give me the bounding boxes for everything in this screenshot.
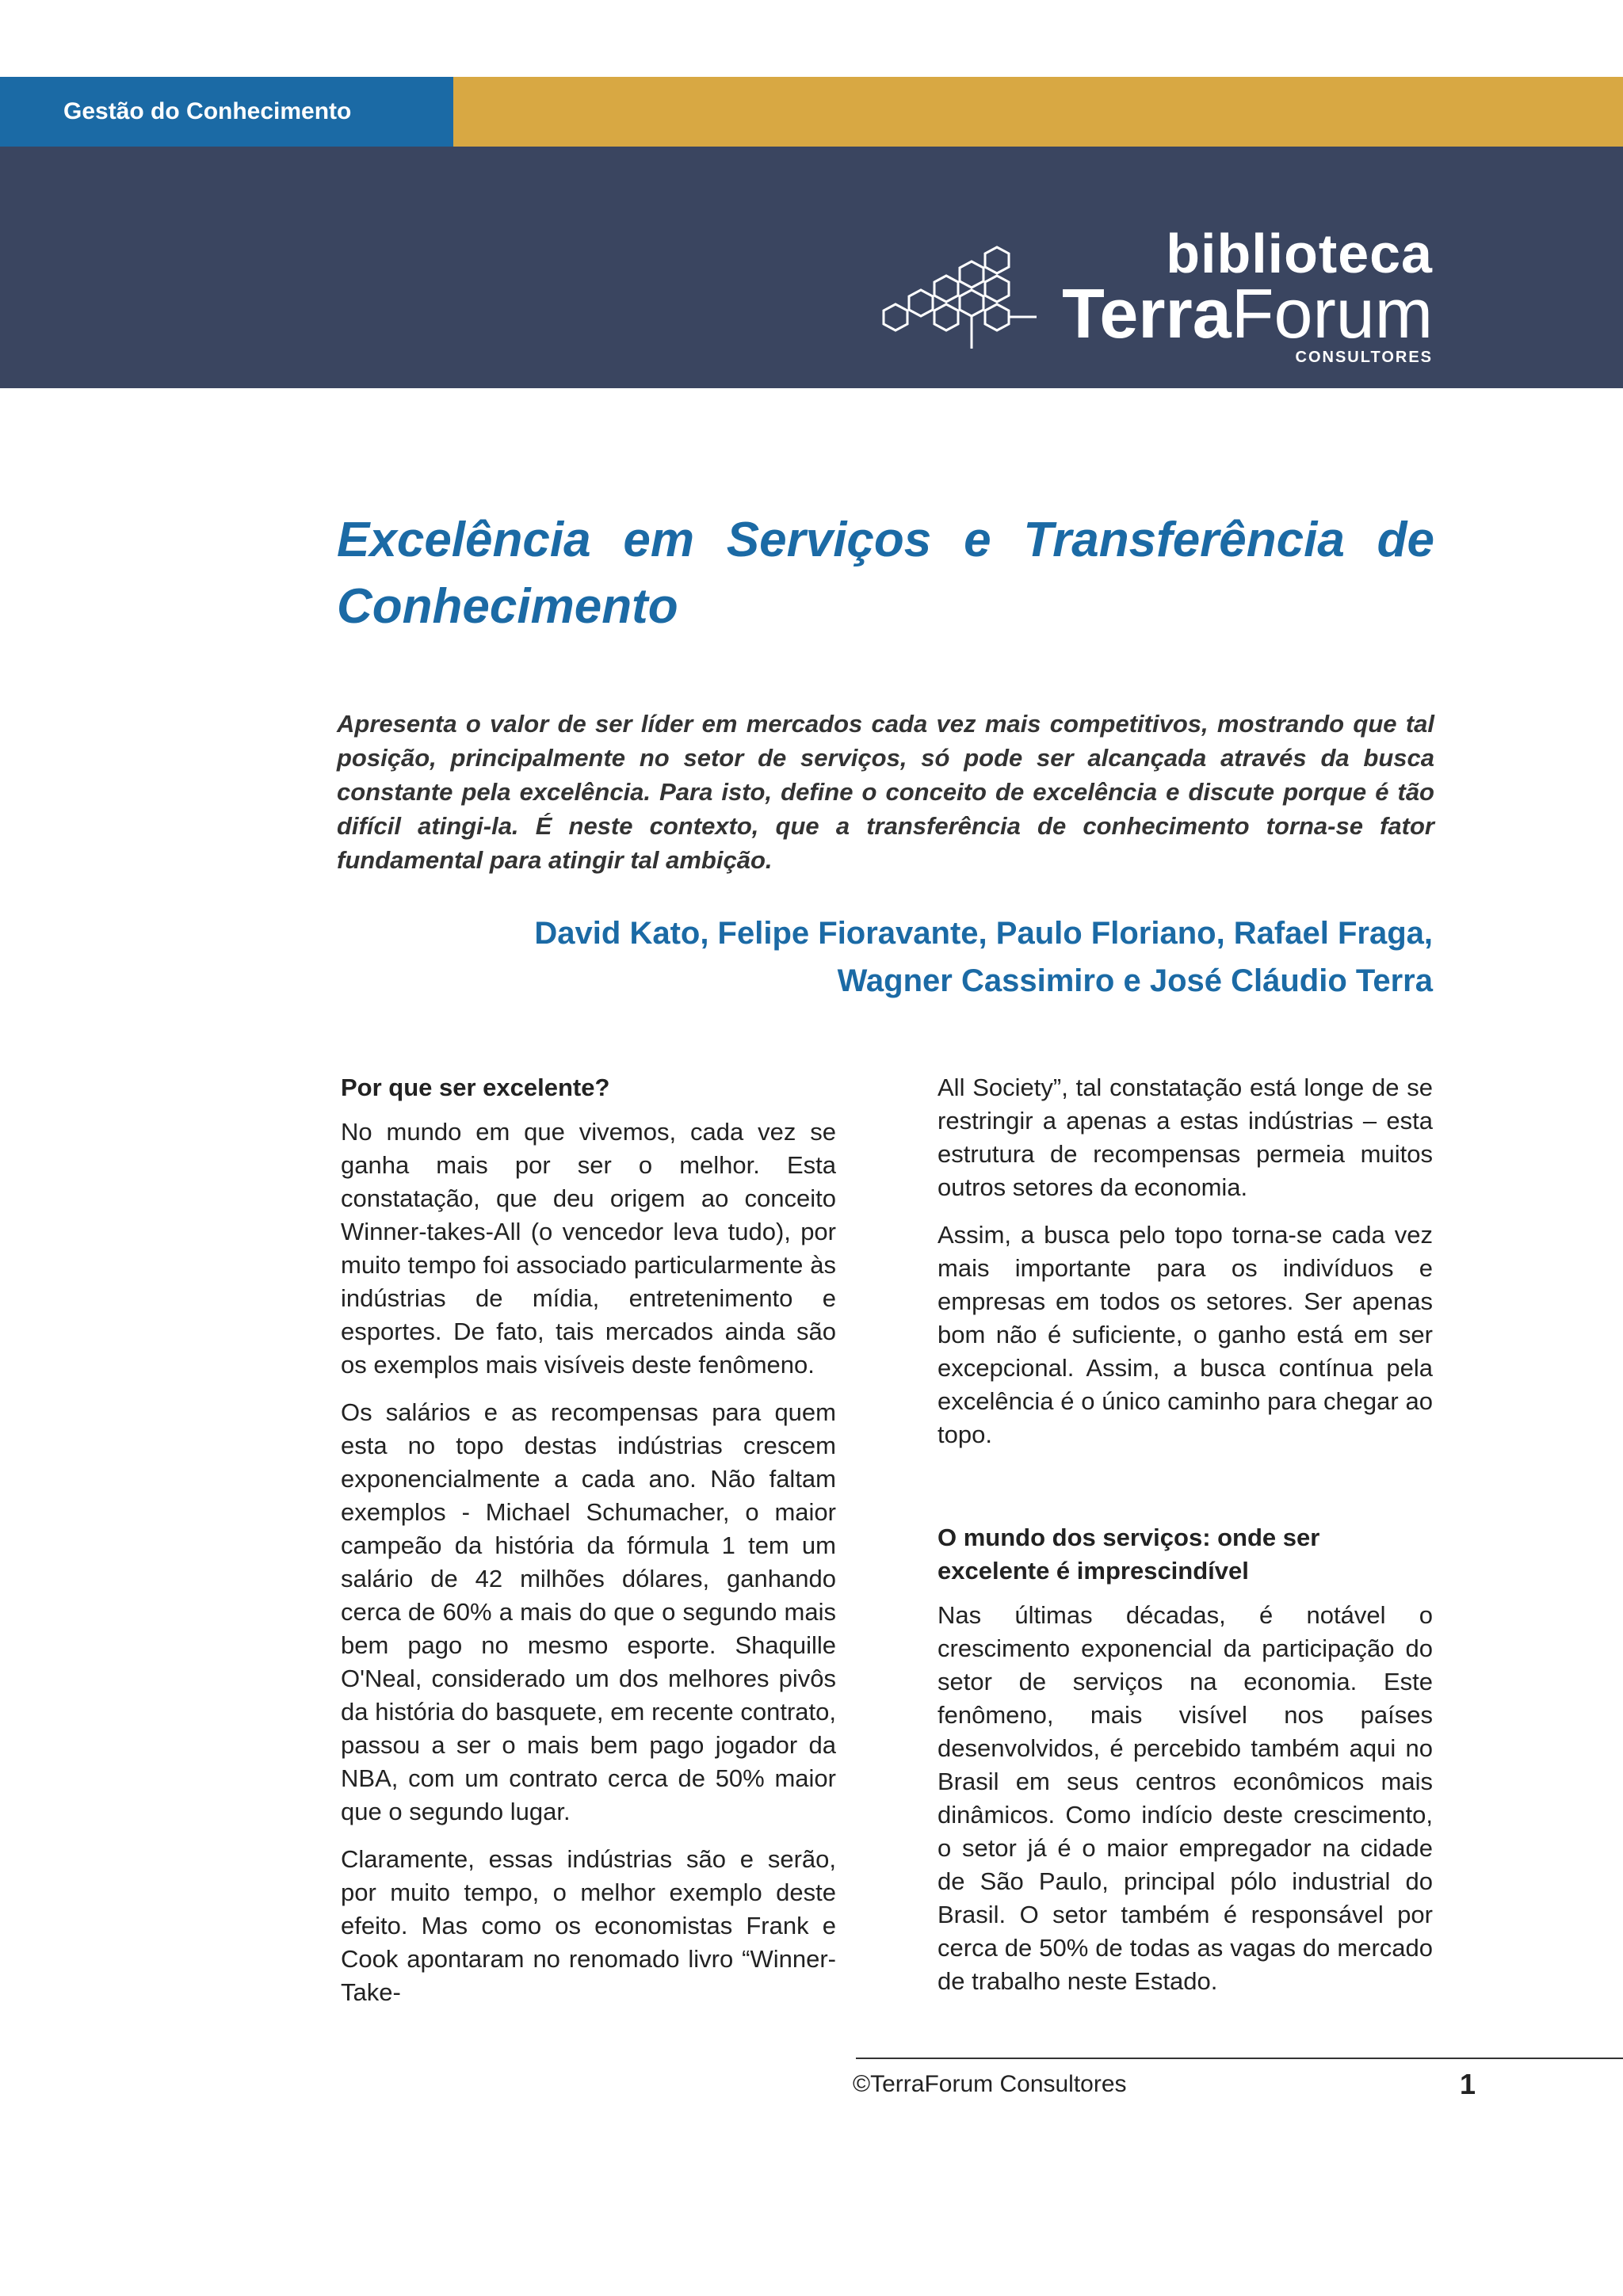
section-label: Gestão do Conhecimento: [0, 77, 453, 147]
logo-consultores: CONSULTORES: [1295, 349, 1433, 366]
logo-forum: Forum: [1231, 274, 1433, 353]
footer-divider: [856, 2058, 1623, 2059]
page-number: 1: [1460, 2068, 1476, 2100]
paragraph: Nas últimas décadas, é notável o crescimento exponencial da participação do setor de serviços na economia. Este fenômeno, mais visível nos países desenvolvidos, é percebido também aqui no Brasil em seus centros econômicos mais dinâmicos. Como indício deste crescimento, o setor já é o maior empregador na cidade de São Paulo, principal pólo industrial do Brasil. O setor também é responsável por cerca de 50% de todas as vagas do mercado de trabalho neste Estado.: [938, 1601, 1433, 1995]
authors-line-1: David Kato, Felipe Fioravante, Paulo Floriano, Rafael Fraga,: [534, 916, 1433, 951]
article-abstract: Apresenta o valor de ser líder em mercados cada vez mais competitivos, mostrando que tal posição, principalmente no setor de serviços, só pode ser alcançada através da busca constante pela excelência. Para isto, define o conceito de excelência e discute porque é tão difícil atingi-la. É neste contexto, que a transferência de conhecimento torna-se fator fundamental para atingir tal ambição.: [337, 710, 1434, 874]
hexagon-logo-icon: [878, 238, 1060, 364]
header-banner: [0, 147, 1623, 388]
article-title: Excelência em Serviços e Transferência de Conhecimento: [337, 513, 1434, 634]
section-heading-services: O mundo dos serviços: onde ser excelente é imprescindível: [938, 1524, 1320, 1585]
footer-copyright: ©TerraForum Consultores: [853, 2071, 1127, 2097]
terraforum-logo: [878, 222, 1433, 380]
paragraph: No mundo em que vivemos, cada vez se ganha mais por ser o melhor. Esta constatação, que deu origem ao conceito Winner-takes-All (o vencedor leva tudo), por muito tempo foi associado particularmente às indústrias de mídia, entretenimento e esportes. De fato, tais mercados ainda são os exemplos mais visíveis deste fenômeno.: [341, 1118, 836, 1379]
logo-biblioteca: biblioteca: [1166, 223, 1433, 284]
paragraph: Os salários e as recompensas para quem esta no topo destas indústrias crescem exponencialmente a cada ano. Não faltam exemplos - Michael Schumacher, o maior campeão da história da fórmula 1 tem um salário de 42 milhões dólares, ganhando cerca de 60% a mais do que o segundo mais bem pago no mesmo esporte. Shaquille O'Neal, considerado um dos melhores pivôs da história do basquete, em recente contrato, passou a ser o mais bem pago jogador da NBA, com um contrato cerca de 50% maior que o segundo lugar.: [341, 1398, 836, 1825]
section-heading-why-excellent: Por que ser excelente?: [341, 1074, 610, 1101]
spacer: [938, 1466, 1433, 1521]
left-column: [341, 1071, 836, 2023]
gold-strip: [453, 77, 1623, 147]
paragraph: Claramente, essas indústrias são e serão, por muito tempo, o melhor exemplo deste efeito. Mas como os economistas Frank e Cook apontaram no renomado livro “Winner-Take-: [341, 1845, 836, 2006]
logo-terraforum: [1062, 274, 1433, 353]
top-bar: [0, 77, 1623, 147]
paragraph: Assim, a busca pelo topo torna-se cada vez mais importante para os indivíduos e empresas em todos os setores. Ser apenas bom não é suficiente, o ganho está em ser excepcional. Assim, a busca contínua pela excelência é o único caminho para chegar ao topo.: [938, 1221, 1433, 1448]
authors-line-2: Wagner Cassimiro e José Cláudio Terra: [837, 963, 1433, 998]
paragraph: All Society”, tal constatação está longe de se restringir a apenas a estas indústrias – esta estrutura de recompensas permeia muitos outros setores da economia.: [938, 1074, 1433, 1201]
right-column: [938, 1071, 1433, 2012]
article-authors: [403, 910, 1433, 1005]
logo-terra: Terra: [1062, 274, 1232, 353]
